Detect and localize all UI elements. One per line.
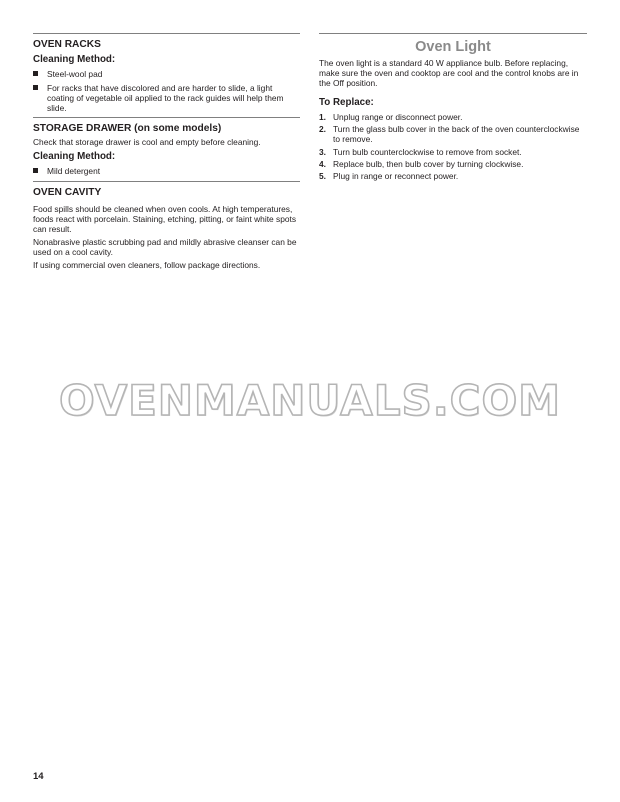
storage-drawer-cleaning-method: Cleaning Method:: [33, 151, 116, 163]
oven-cavity-paragraph: Food spills should be cleaned when oven cools. At high temperatures, foods react with porcelain. Staining, etching, pitting, or faint white spots can result.: [33, 203, 297, 234]
bullet-square-icon: [33, 71, 38, 76]
page-number: 14: [33, 771, 44, 782]
list-item: 1. Unplug range or disconnect power.: [319, 112, 463, 123]
bullet-square-icon: [33, 85, 38, 90]
list-item: 5. Plug in range or reconnect power.: [319, 170, 459, 181]
replace-steps-list: [319, 112, 587, 181]
oven-cavity-section: [33, 182, 300, 271]
oven-cavity-heading: OVEN CAVITY: [33, 186, 102, 198]
storage-drawer-intro: Check that storage drawer is cool and empty before cleaning.: [33, 137, 261, 148]
list-item: Mild detergent: [33, 166, 300, 176]
left-column: [33, 33, 300, 273]
list-item: 4. Replace bulb, then bulb cover by turning clockwise.: [319, 158, 524, 169]
storage-drawer-heading: STORAGE DRAWER (on some models): [33, 123, 222, 135]
oven-racks-heading: OVEN RACKS: [33, 39, 101, 50]
bullet-square-icon: [33, 168, 38, 173]
to-replace-heading: To Replace:: [319, 97, 374, 109]
watermark: OVENMANUALS.COM: [59, 376, 561, 425]
list-item: Steel-wool pad: [33, 69, 300, 79]
oven-cavity-paragraph: Nonabrasive plastic scrubbing pad and mildly abrasive cleanser can be used on a cool cavity.: [33, 236, 297, 257]
list-item: 3. Turn bulb counterclockwise to remove from socket.: [319, 146, 522, 157]
right-column: [319, 33, 587, 183]
storage-drawer-list: [33, 166, 300, 176]
oven-racks-section: [33, 34, 300, 113]
oven-cavity-paragraph: If using commercial oven cleaners, follow package directions.: [33, 260, 261, 271]
oven-light-title: Oven Light: [415, 39, 491, 55]
storage-drawer-section: [33, 118, 300, 176]
oven-racks-list: [33, 69, 300, 113]
oven-racks-cleaning-method: Cleaning Method:: [33, 54, 116, 65]
oven-light-intro: The oven light is a standard 40 W appliance bulb. Before replacing, make sure the oven and cooktop are cool and the control knobs are in the Off position.: [319, 58, 579, 89]
list-item: For racks that have discolored and are harder to slide, a light coating of vegetable oil applied to the rack guides will help them slide.: [33, 83, 300, 113]
list-item: 2. Turn the glass bulb cover in the back of the oven counterclockwise to remove.: [319, 124, 580, 145]
